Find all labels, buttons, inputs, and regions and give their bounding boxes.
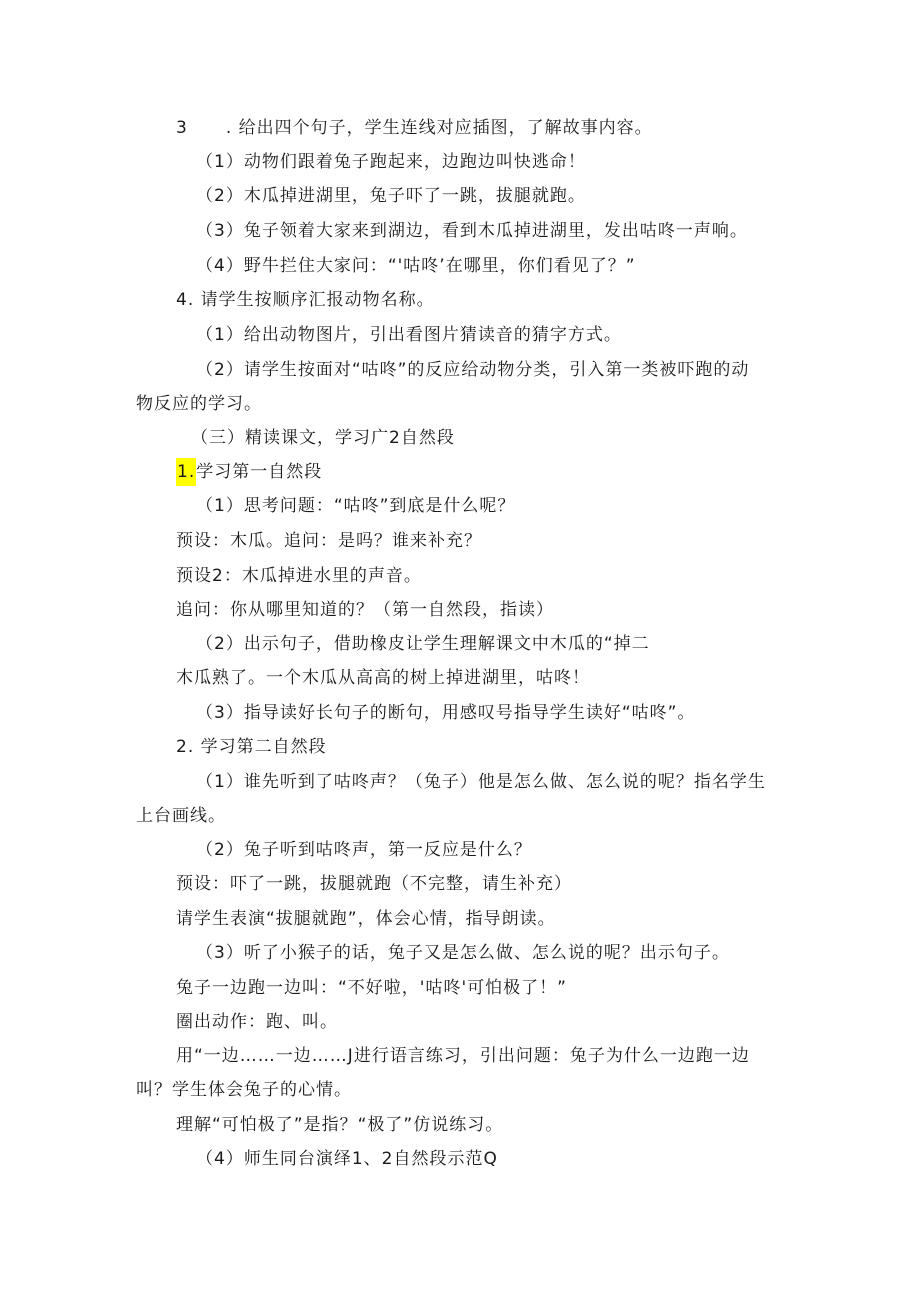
- text-line: 4. 请学生按顺序汇报动物名称。: [176, 290, 435, 310]
- text-line: 用“一边……一边……J进行语言练习，引出问题：兔子为什么一边跑一边: [176, 1046, 750, 1066]
- text-line: （1）思考问题：“咕咚”到底是什么呢？: [196, 496, 516, 516]
- text-line: 木瓜熟了。一个木瓜从高高的树上掉进湖里，咕咚！: [176, 668, 590, 688]
- highlighted-number: 1.: [176, 458, 196, 486]
- text-line: （2）兔子听到咕咚声，第一反应是什么？: [196, 840, 532, 860]
- subsection-title: 学习第一自然段: [196, 462, 323, 482]
- text-line: 预设：木瓜。追问：是吗？谁来补充？: [176, 531, 482, 551]
- item-3-line: [176, 117, 653, 139]
- text-line: （1）谁先听到了咕咚声？（兔子）他是怎么做、怎么说的呢？指名学生: [196, 772, 766, 792]
- subsection-heading: [176, 461, 322, 483]
- text-line: （3）听了小猴子的话，兔子又是怎么做、怎么说的呢？出示句子。: [196, 943, 730, 963]
- section-heading: （三）精读课文，学习广2自然段: [191, 428, 455, 448]
- text-line: （1）给出动物图片，引出看图片猜读音的猜字方式。: [196, 325, 622, 345]
- text-line: （3）指导读好长句子的断句，用感叹号指导学生读好“咕咚”。: [196, 703, 696, 723]
- text-line: （4）师生同台演绎1、2自然段示范Q: [196, 1149, 498, 1169]
- text-line: （2）请学生按面对“咕咚”的反应给动物分类，引入第一类被吓跑的动: [196, 360, 750, 380]
- text-line: 兔子一边跑一边叫：“不好啦，'咕咚'可怕极了！”: [176, 978, 567, 998]
- text-line: 上台画线。: [136, 806, 226, 826]
- text-line: （4）野牛拦住大家问：“'咕咚’在哪里，你们看见了？”: [196, 256, 636, 276]
- text-line: 追问：你从哪里知道的？（第一自然段，指读）: [176, 600, 554, 620]
- text-line: （2）出示句子，借助橡皮让学生理解课文中木瓜的“掉二: [196, 634, 650, 654]
- text-line: 物反应的学习。: [136, 394, 262, 414]
- text-line: 圈出动作：跑、叫。: [176, 1012, 338, 1032]
- text-line: 预设2：木瓜掉进水里的声音。: [176, 566, 422, 586]
- text-line: （3）兔子领着大家来到湖边，看到木瓜掉进湖里，发出咕咚一声响。: [196, 221, 748, 241]
- item-text: . 给出四个句子，学生连线对应插图，了解故事内容。: [225, 118, 653, 138]
- text-line: （1）动物们跟着兔子跑起来，边跑边叫快逃命！: [196, 152, 586, 172]
- text-line: （2）木瓜掉进湖里，兔子吓了一跳，拔腿就跑。: [196, 186, 586, 206]
- text-line: 预设：吓了一跳，拔腿就跑（不完整，请生补充）: [176, 874, 572, 894]
- text-line: 叫？学生体会兔子的心情。: [136, 1080, 352, 1100]
- item-number: 3: [176, 118, 188, 138]
- text-line: 理解“可怕极了”是指？“极了”仿说练习。: [176, 1115, 504, 1135]
- text-line: 请学生表演“拔腿就跑”，体会心情，指导朗读。: [176, 909, 556, 929]
- subsection-heading: 2. 学习第二自然段: [176, 737, 327, 757]
